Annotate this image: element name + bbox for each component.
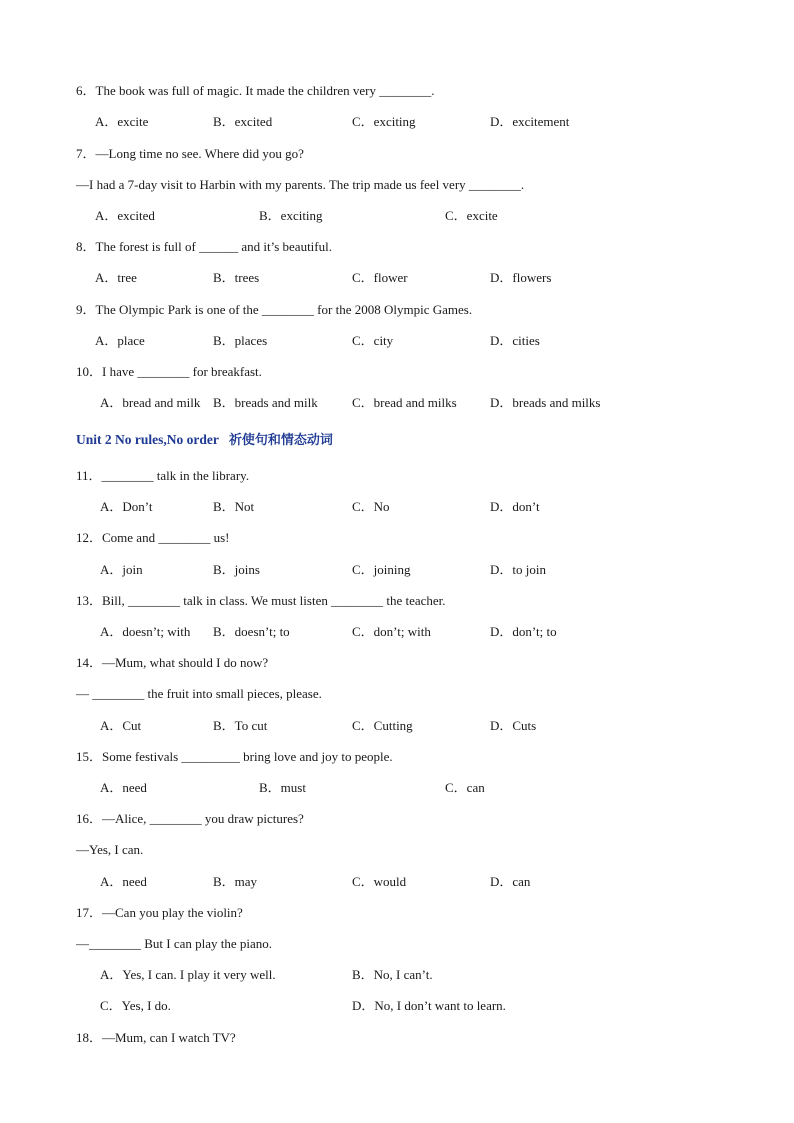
q9-option-a[interactable]: A．place <box>95 333 145 348</box>
q6-option-c[interactable]: C．exciting <box>352 114 416 129</box>
section-heading <box>76 432 333 449</box>
q12-option-c[interactable]: C．joining <box>352 562 411 577</box>
q13-option-a[interactable]: A．doesn’t; with <box>100 624 191 639</box>
section-subtitle: 祈使句和情态动词 <box>228 433 333 448</box>
q10-option-d[interactable]: D．breads and milks <box>490 395 601 410</box>
q9-option-b[interactable]: B．places <box>213 333 268 348</box>
question-18-stem: 18．—Mum, can I watch TV? <box>76 1030 236 1045</box>
question-15-stem: 15．Some festivals _________ bring love and joy to people. <box>76 749 393 764</box>
q14-option-d[interactable]: D．Cuts <box>490 718 537 733</box>
q16-option-c[interactable]: C．would <box>352 874 407 889</box>
question-11-stem: 11．________ talk in the library. <box>76 468 250 483</box>
q7-option-b[interactable]: B．exciting <box>259 208 323 223</box>
q7-option-c[interactable]: C．excite <box>445 208 498 223</box>
q14-option-b[interactable]: B．To cut <box>213 718 268 733</box>
question-7-stem-2: —I had a 7-day visit to Harbin with my parents. The trip made us feel very ________. <box>76 177 525 192</box>
question-12-stem: 12．Come and ________ us! <box>76 530 230 545</box>
question-16-stem-2: —Yes, I can. <box>76 842 144 857</box>
q8-option-a[interactable]: A．tree <box>95 270 137 285</box>
question-10-stem: 10．I have ________ for breakfast. <box>76 364 262 379</box>
q17-option-c[interactable]: C．Yes, I do. <box>100 998 171 1013</box>
q8-option-b[interactable]: B．trees <box>213 270 260 285</box>
question-17-stem-2: —________ But I can play the piano. <box>76 936 273 951</box>
q15-option-c[interactable]: C．can <box>445 780 485 795</box>
question-14-stem-2: — ________ the fruit into small pieces, please. <box>76 686 322 701</box>
q7-option-a[interactable]: A．excited <box>95 208 155 223</box>
q11-option-b[interactable]: B．Not <box>213 499 255 514</box>
question-7-stem: 7．—Long time no see. Where did you go? <box>76 146 304 161</box>
q16-option-b[interactable]: B．may <box>213 874 258 889</box>
q11-option-a[interactable]: A．Don’t <box>100 499 153 514</box>
question-8-stem: 8．The forest is full of ______ and it’s beautiful. <box>76 239 332 254</box>
question-9-stem: 9．The Olympic Park is one of the ________ for the 2008 Olympic Games. <box>76 302 473 317</box>
q9-option-d[interactable]: D．cities <box>490 333 540 348</box>
q13-option-c[interactable]: C．don’t; with <box>352 624 431 639</box>
question-16-stem: 16．—Alice, ________ you draw pictures? <box>76 811 304 826</box>
question-13-stem: 13．Bill, ________ talk in class. We must listen ________ the teacher. <box>76 593 446 608</box>
question-17-stem: 17．—Can you play the violin? <box>76 905 243 920</box>
q13-option-d[interactable]: D．don’t; to <box>490 624 557 639</box>
q13-option-b[interactable]: B．doesn’t; to <box>213 624 290 639</box>
q6-option-a[interactable]: A．excite <box>95 114 149 129</box>
q12-option-b[interactable]: B．joins <box>213 562 260 577</box>
q12-option-a[interactable]: A．join <box>100 562 143 577</box>
q17-option-a[interactable]: A．Yes, I can. I play it very well. <box>100 967 276 982</box>
question-14-stem: 14．—Mum, what should I do now? <box>76 655 269 670</box>
q16-option-a[interactable]: A．need <box>100 874 147 889</box>
q6-option-b[interactable]: B．excited <box>213 114 273 129</box>
q10-option-c[interactable]: C．bread and milks <box>352 395 457 410</box>
q15-option-b[interactable]: B．must <box>259 780 306 795</box>
q8-option-c[interactable]: C．flower <box>352 270 408 285</box>
q10-option-b[interactable]: B．breads and milk <box>213 395 318 410</box>
q10-option-a[interactable]: A．bread and milk <box>100 395 201 410</box>
q6-option-d[interactable]: D．excitement <box>490 114 570 129</box>
q17-option-b[interactable]: B．No, I can’t. <box>352 967 433 982</box>
q12-option-d[interactable]: D．to join <box>490 562 546 577</box>
q11-option-c[interactable]: C．No <box>352 499 390 514</box>
q8-option-d[interactable]: D．flowers <box>490 270 552 285</box>
q9-option-c[interactable]: C．city <box>352 333 394 348</box>
question-6-stem: 6．The book was full of magic. It made the children very ________. <box>76 83 435 98</box>
q16-option-d[interactable]: D．can <box>490 874 531 889</box>
q14-option-a[interactable]: A．Cut <box>100 718 142 733</box>
q15-option-a[interactable]: A．need <box>100 780 147 795</box>
q17-option-d[interactable]: D．No, I don’t want to learn. <box>352 998 506 1013</box>
section-title: Unit 2 No rules,No order <box>76 432 219 447</box>
q11-option-d[interactable]: D．don’t <box>490 499 540 514</box>
q14-option-c[interactable]: C．Cutting <box>352 718 413 733</box>
